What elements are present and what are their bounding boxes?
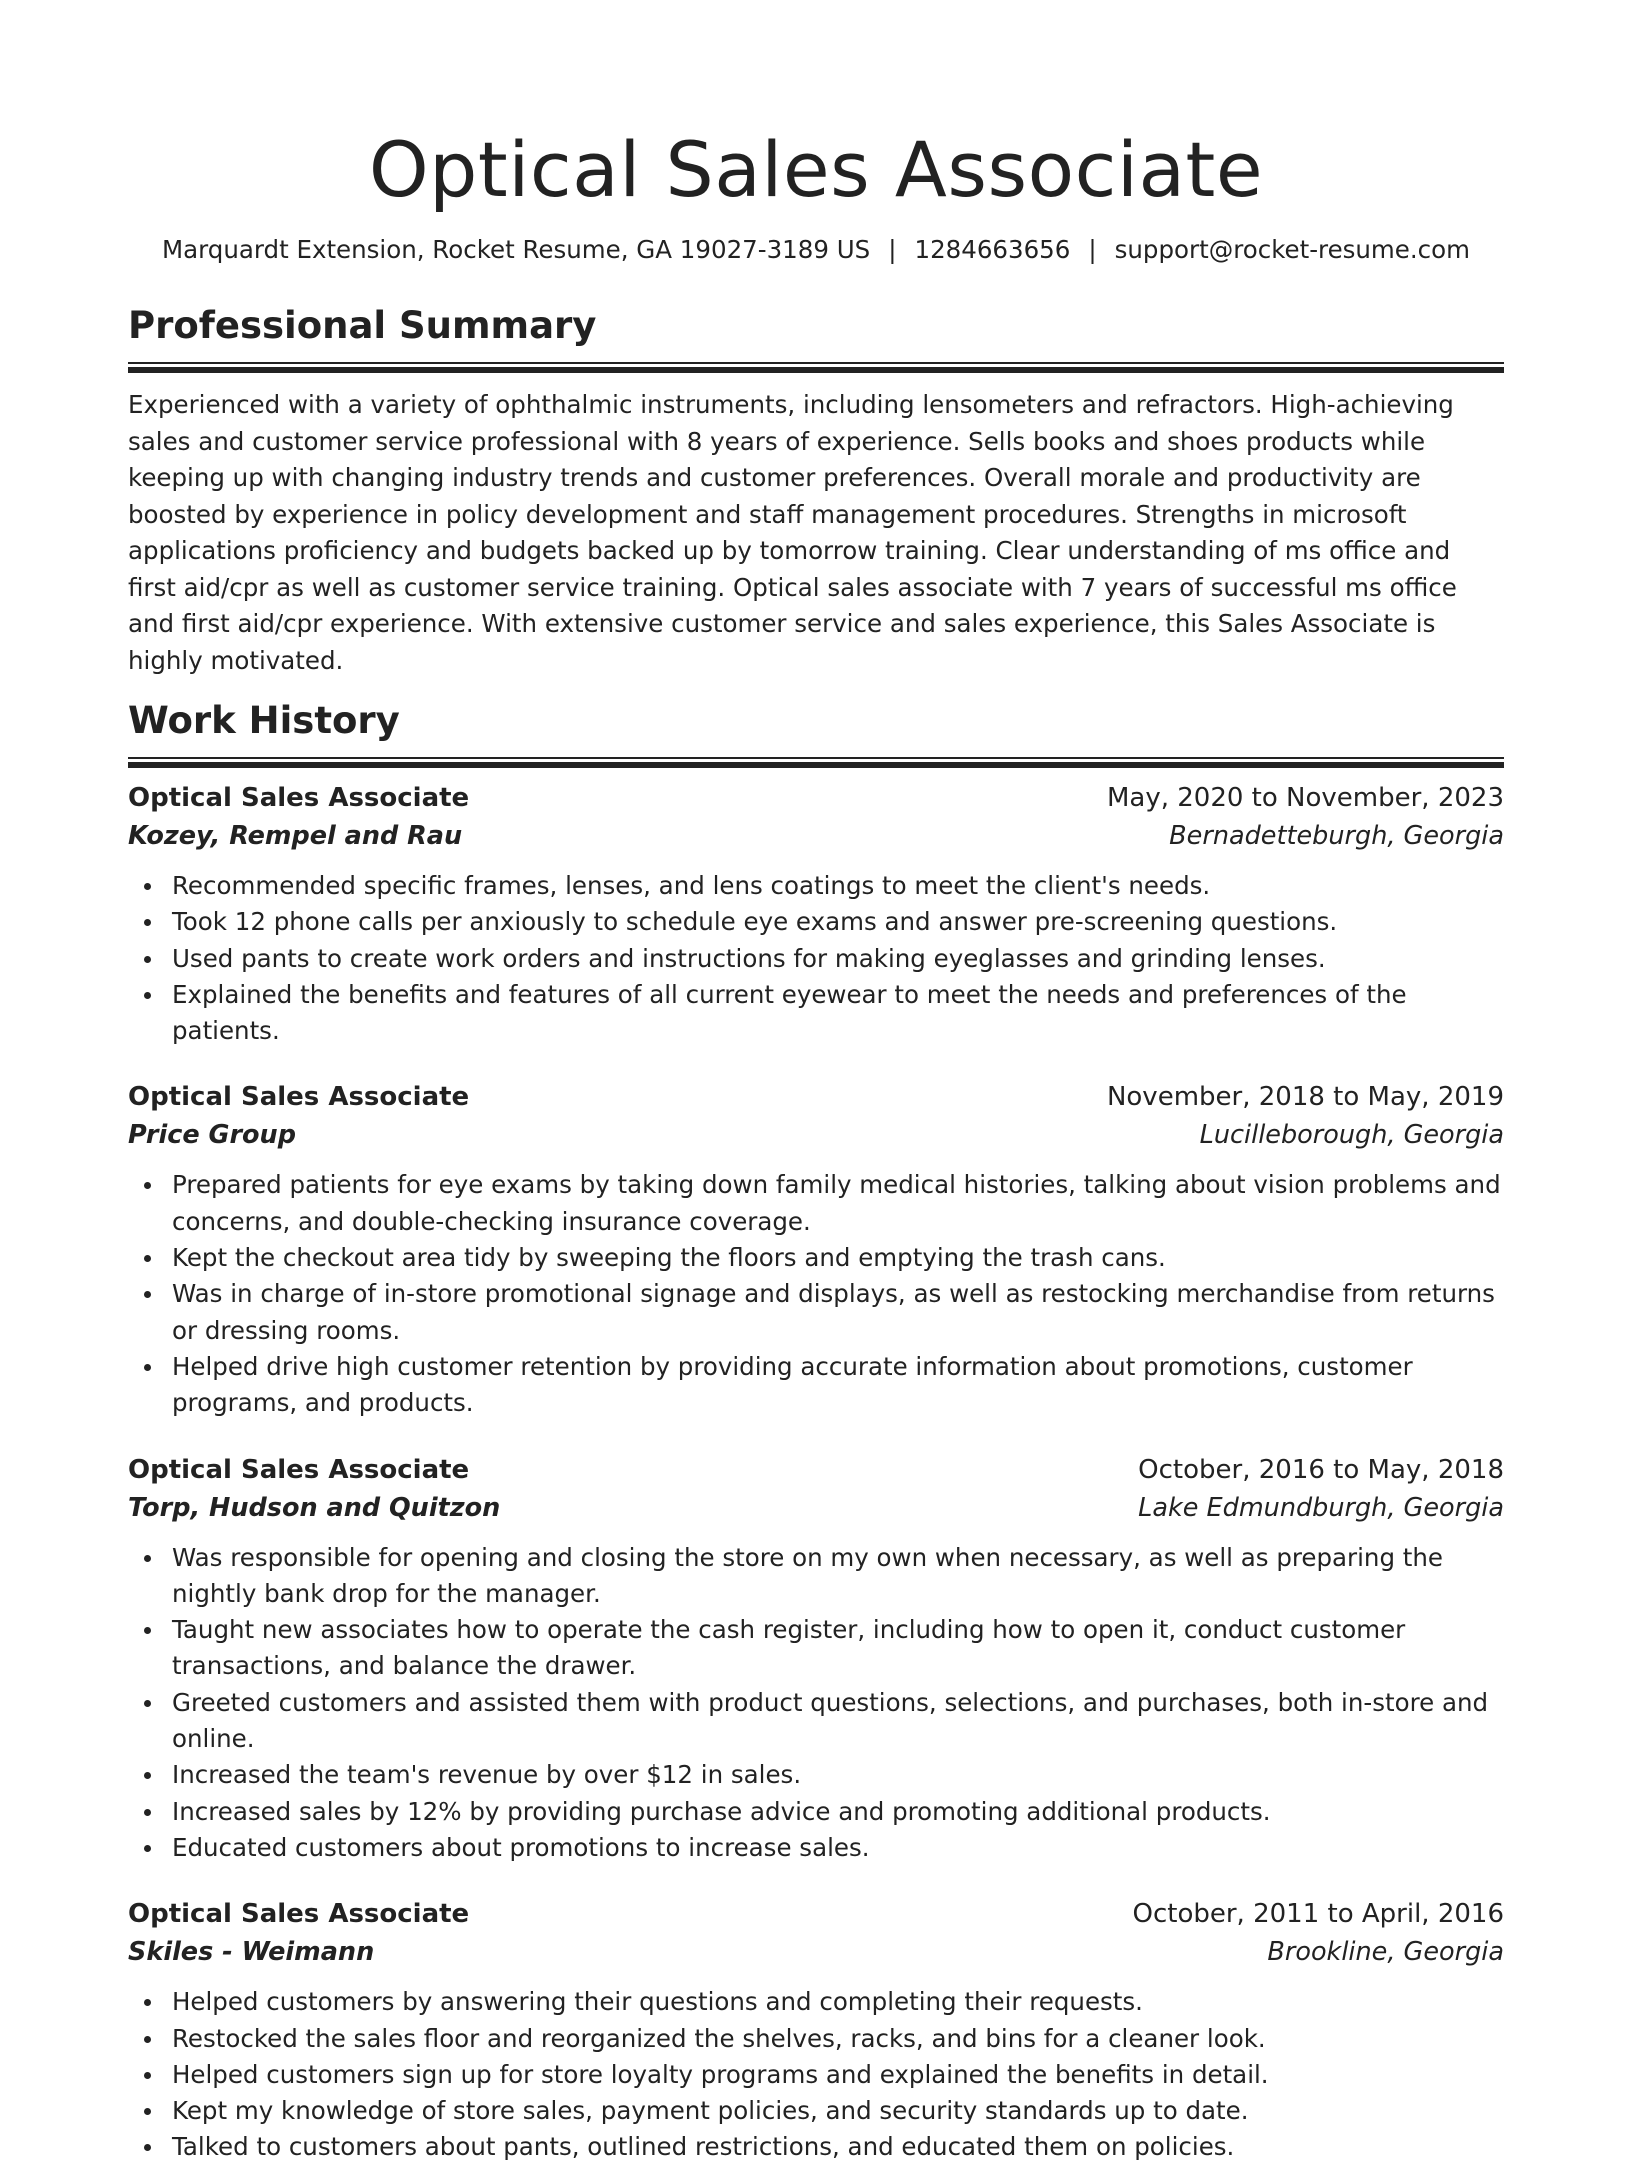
job-location: Bernadetteburgh, Georgia: [1169, 821, 1504, 851]
job-location: Lucilleborough, Georgia: [1199, 1120, 1504, 1151]
job-entry: [128, 780, 1504, 1049]
section-title-work-history: Work History: [128, 699, 400, 742]
job-bullet: Was responsible for opening and closing the store on my own when necessary, as well as preparing the nightly bank drop for the manager.: [128, 1540, 1504, 1613]
job-bullet: Helped drive high customer retention by providing accurate information about promotions, customer programs, and products.: [128, 1349, 1504, 1422]
job-bullet: Helped customers by answering their questions and completing their requests.: [128, 1984, 1504, 2020]
job-bullet: Kept the checkout area tidy by sweeping the floors and emptying the trash cans.: [128, 1240, 1504, 1276]
job-header: [128, 780, 1504, 816]
contact-address: Marquardt Extension, Rocket Resume, GA 19027-3189 US: [161, 235, 871, 264]
job-bullet: Restocked the sales floor and reorganized the shelves, racks, and bins for a cleaner look.: [128, 2021, 1504, 2057]
job-bullet: Used pants to create work orders and instructions for making eyeglasses and grinding lenses.: [128, 941, 1504, 977]
resume-page: [128, 0, 1504, 2166]
job-location: Brookline, Georgia: [1267, 1937, 1504, 1968]
job-dates: October, 2016 to May, 2018: [1138, 1454, 1504, 1485]
job-bullet: Increased sales by 12% by providing purchase advice and promoting additional products.: [128, 1794, 1504, 1830]
contact-line: [128, 234, 1504, 266]
job-role: Optical Sales Associate: [128, 1899, 470, 1930]
job-bullet: Prepared patients for eye exams by taking down family medical histories, talking about vision problems and concerns, and double-checking insurance coverage.: [128, 1167, 1504, 1240]
job-header: [128, 1896, 1504, 1932]
job-dates: November, 2018 to May, 2019: [1106, 1082, 1504, 1113]
job-company: Skiles - Weimann: [128, 1937, 375, 1968]
job-bullet: Kept my knowledge of store sales, payment policies, and security standards up to date.: [128, 2093, 1504, 2129]
job-role: Optical Sales Associate: [128, 1454, 470, 1485]
contact-phone: 1284663656: [914, 235, 1071, 264]
job-subheader: [128, 816, 1504, 856]
job-bullet: Increased the team's revenue by over $12 in sales.: [128, 1757, 1504, 1793]
job-dates: May, 2020 to November, 2023: [1106, 783, 1504, 813]
work-history-list: [128, 780, 1504, 2166]
contact-separator: |: [888, 235, 897, 264]
job-company: Kozey, Rempel and Rau: [128, 821, 463, 851]
job-company: Price Group: [128, 1120, 296, 1151]
job-entry: [128, 1896, 1504, 2165]
job-location: Lake Edmundburgh, Georgia: [1138, 1492, 1504, 1523]
job-subheader: [128, 1932, 1504, 1972]
job-company: Torp, Hudson and Quitzon: [128, 1492, 501, 1523]
job-bullet: Educated customers about promotions to increase sales.: [128, 1830, 1504, 1866]
job-bullet-list: [128, 1540, 1504, 1867]
section-divider: [128, 757, 1504, 768]
job-subheader: [128, 1488, 1504, 1528]
job-bullet: Greeted customers and assisted them with product questions, selections, and purchases, both in-store and online.: [128, 1685, 1504, 1758]
job-bullet: Was in charge of in-store promotional signage and displays, as well as restocking merchandise from returns or dressing rooms.: [128, 1276, 1504, 1349]
job-header: [128, 1079, 1504, 1115]
job-bullet: Helped customers sign up for store loyalty programs and explained the benefits in detail.: [128, 2057, 1504, 2093]
job-bullet: Recommended specific frames, lenses, and lens coatings to meet the client's needs.: [128, 868, 1504, 904]
job-bullet: Taught new associates how to operate the cash register, including how to open it, conduct customer transactions, and balance the drawer.: [128, 1612, 1504, 1685]
job-entry: [128, 1452, 1504, 1867]
contact-email[interactable]: support@rocket-resume.com: [1114, 235, 1470, 264]
job-bullet: Took 12 phone calls per anxiously to schedule eye exams and answer pre-screening questions.: [128, 904, 1504, 940]
job-subheader: [128, 1115, 1504, 1155]
section-title-summary: Professional Summary: [128, 304, 597, 347]
contact-separator: |: [1088, 235, 1097, 264]
job-bullet-list: [128, 1167, 1504, 1421]
job-entry: [128, 1079, 1504, 1421]
job-bullet-list: [128, 1984, 1504, 2165]
job-dates: October, 2011 to April, 2016: [1132, 1899, 1504, 1930]
job-role: Optical Sales Associate: [128, 783, 470, 813]
job-bullet: Talked to customers about pants, outlined restrictions, and educated them on policies.: [128, 2129, 1504, 2165]
section-divider: [128, 362, 1504, 373]
summary-text: Experienced with a variety of ophthalmic instruments, including lensometers and refractors. High-achieving sales and customer service professional with 8 years of experience. Sells books and shoes products while keeping up with changing industry trends and customer preferences. Overall morale and productivity are boosted by experience in policy development and staff management procedures. Strengths in microsoft applications proficiency and budgets backed up by tomorrow training. Clear understanding of ms office and first aid/cpr as well as customer service training. Optical sales associate with 7 years of successful ms office and first aid/cpr experience. With extensive customer service and sales experience, this Sales Associate is highly motivated.: [128, 390, 1457, 675]
job-bullet: Explained the benefits and features of all current eyewear to meet the needs and preferences of the patients.: [128, 977, 1504, 1050]
job-bullet-list: [128, 868, 1504, 1049]
job-role: Optical Sales Associate: [128, 1082, 470, 1113]
job-header: [128, 1452, 1504, 1488]
resume-name-title: Optical Sales Associate: [368, 125, 1264, 214]
